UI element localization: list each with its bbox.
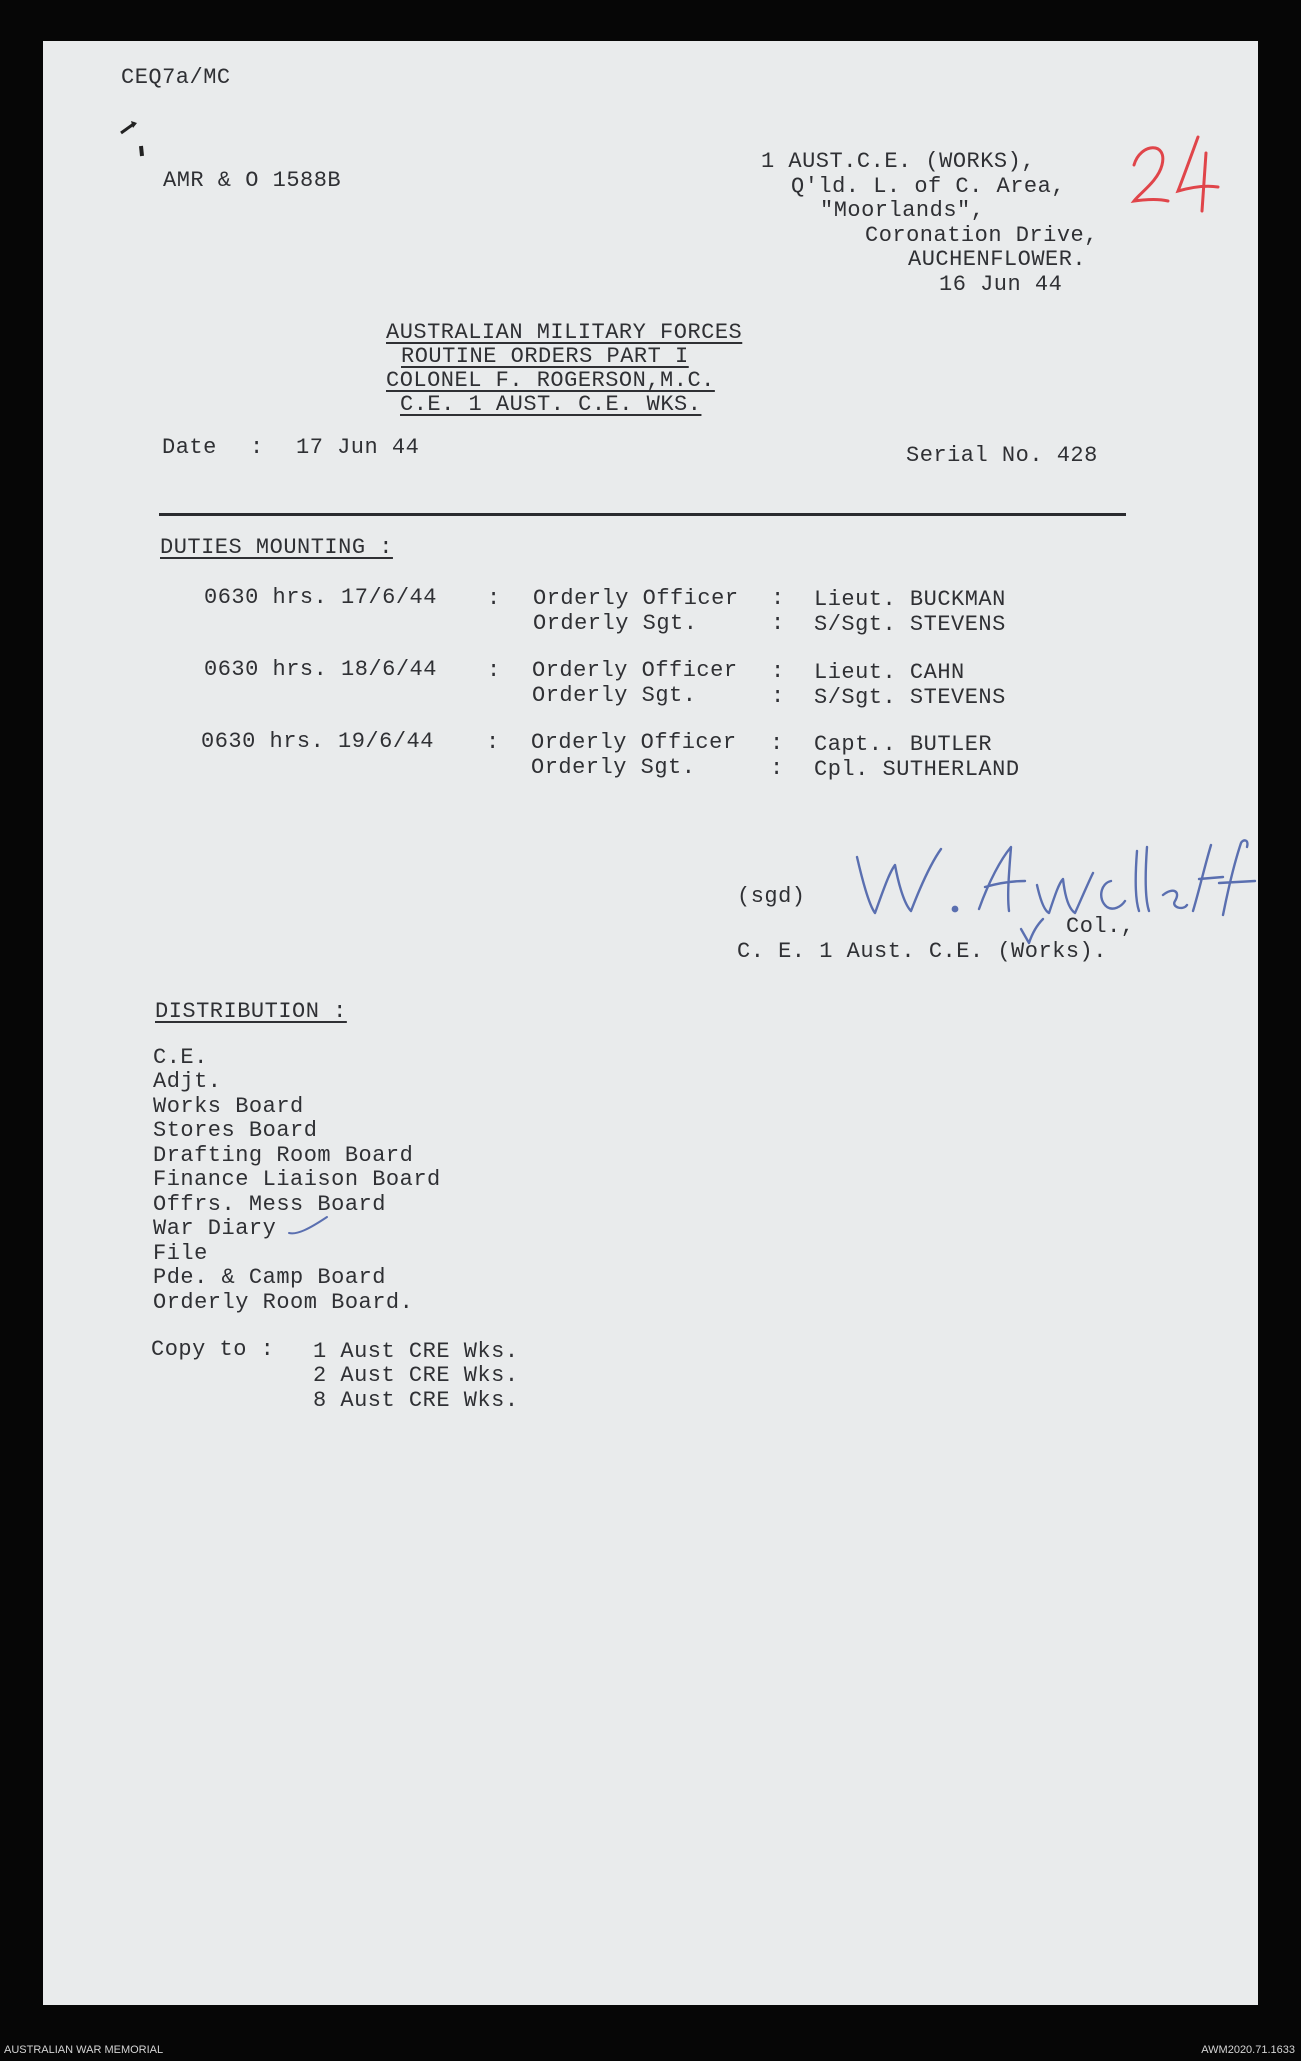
address-line-3: "Moorlands", xyxy=(820,198,985,223)
sgt-separator: : xyxy=(771,684,785,709)
document-page xyxy=(43,41,1258,2005)
copy-recipient: 1 Aust CRE Wks. xyxy=(313,1339,519,1364)
address-date: 16 Jun 44 xyxy=(939,272,1063,297)
duty-time: 0630 hrs. 19/6/44 xyxy=(201,729,434,754)
officer-role: Orderly Officer xyxy=(533,586,739,611)
officer-separator: : xyxy=(771,586,785,611)
heading-line-4: C.E. 1 AUST. C.E. WKS. xyxy=(400,392,702,417)
address-line-5: AUCHENFLOWER. xyxy=(908,247,1087,272)
distribution-item: War Diary xyxy=(153,1216,277,1241)
serial-number: Serial No. 428 xyxy=(906,443,1098,468)
duty-time: 0630 hrs. 17/6/44 xyxy=(204,585,437,610)
sgt-name: Cpl. SUTHERLAND xyxy=(814,757,1020,782)
address-line-1: 1 AUST.C.E. (WORKS), xyxy=(761,149,1036,174)
distribution-item: Stores Board xyxy=(153,1118,318,1143)
officer-role: Orderly Officer xyxy=(532,658,738,683)
sgt-name: S/Sgt. STEVENS xyxy=(814,685,1006,710)
page-number-text xyxy=(1167,229,1168,230)
distribution-item: Pde. & Camp Board xyxy=(153,1265,386,1290)
distribution-item: Drafting Room Board xyxy=(153,1143,414,1168)
sgt-role: Orderly Sgt. xyxy=(532,683,697,708)
sgt-role: Orderly Sgt. xyxy=(531,755,696,780)
copy-recipient: 2 Aust CRE Wks. xyxy=(313,1363,519,1388)
officer-name: Capt.. BUTLER xyxy=(814,732,993,757)
copy-recipient: 8 Aust CRE Wks. xyxy=(313,1388,519,1413)
heading-line-2: ROUTINE ORDERS PART I xyxy=(401,344,689,369)
distribution-item: C.E. xyxy=(153,1045,208,1070)
duty-separator: : xyxy=(487,586,501,611)
sgt-separator: : xyxy=(770,756,784,781)
officer-role: Orderly Officer xyxy=(531,730,737,755)
sgt-name: S/Sgt. STEVENS xyxy=(814,612,1006,637)
heading-line-1: AUSTRALIAN MILITARY FORCES xyxy=(386,320,743,345)
file-reference: CEQ7a/MC xyxy=(121,65,231,90)
sgd-label: (sgd) xyxy=(737,884,806,909)
tick-mark xyxy=(283,1211,333,1241)
horizontal-rule xyxy=(159,513,1126,516)
address-line-4: Coronation Drive, xyxy=(865,223,1098,248)
footer-accession-number: AWM2020.71.1633 xyxy=(1201,2044,1295,2056)
signatory-rank: Col., xyxy=(1066,914,1135,939)
officer-separator: : xyxy=(770,731,784,756)
distribution-item: Orderly Room Board. xyxy=(153,1290,414,1315)
pen-marks xyxy=(113,101,173,161)
page-number-mark xyxy=(1126,129,1226,219)
amr-reference: AMR & O 1588B xyxy=(163,168,342,193)
sgt-separator: : xyxy=(771,611,785,636)
distribution-title: DISTRIBUTION : xyxy=(155,999,347,1024)
duties-title: DUTIES MOUNTING : xyxy=(160,535,393,560)
signatory-title: C. E. 1 Aust. C.E. (Works). xyxy=(737,939,1107,964)
distribution-item: File xyxy=(153,1241,208,1266)
distribution-item: Works Board xyxy=(153,1094,304,1119)
heading-line-3: COLONEL F. ROGERSON,M.C. xyxy=(386,368,715,393)
officer-name: Lieut. BUCKMAN xyxy=(814,587,1006,612)
duty-separator: : xyxy=(487,658,501,683)
duty-time: 0630 hrs. 18/6/44 xyxy=(204,657,437,682)
officer-name: Lieut. CAHN xyxy=(814,660,965,685)
officer-separator: : xyxy=(771,659,785,684)
duty-separator: : xyxy=(486,730,500,755)
distribution-item: Finance Liaison Board xyxy=(153,1167,441,1192)
sgt-role: Orderly Sgt. xyxy=(533,611,698,636)
footer-institution: AUSTRALIAN WAR MEMORIAL xyxy=(4,2044,164,2056)
date-separator: : xyxy=(250,435,264,460)
handwritten-signature xyxy=(843,821,1263,951)
address-line-2: Q'ld. L. of C. Area, xyxy=(791,174,1066,199)
copy-to-label: Copy to : xyxy=(151,1337,275,1362)
distribution-item: Offrs. Mess Board xyxy=(153,1192,386,1217)
date-label: Date xyxy=(162,435,217,460)
date-value: 17 Jun 44 xyxy=(296,435,420,460)
distribution-item: Adjt. xyxy=(153,1069,222,1094)
